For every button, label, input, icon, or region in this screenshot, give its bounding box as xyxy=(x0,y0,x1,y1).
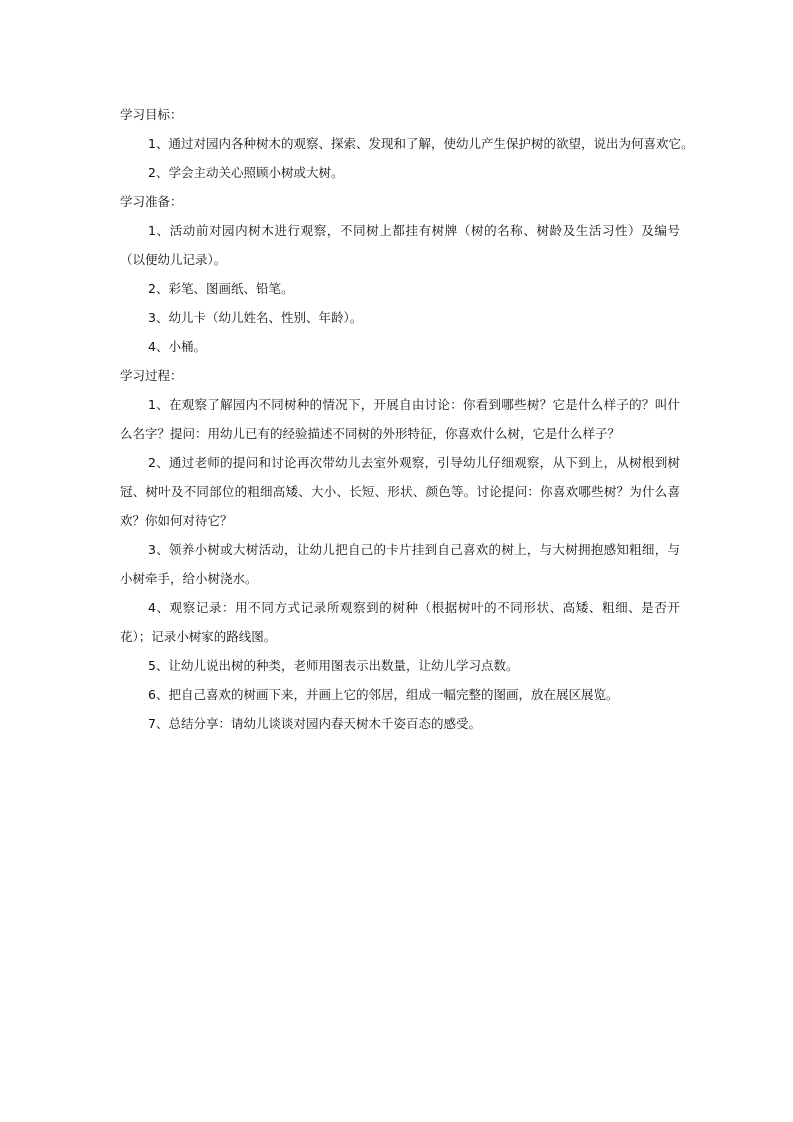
goal-item-2: 2、学会主动关心照顾小树或大树。 xyxy=(148,165,344,180)
preparation-item-1: 1、活动前对园内树木进行观察，不同树上都挂有树牌（树的名称、树龄及生活习性）及编号（以便幼儿记录）。 xyxy=(120,223,680,267)
process-item-7: 7、总结分享：请幼儿谈谈对园内春天树木千姿百态的感受。 xyxy=(148,716,481,731)
section-heading-preparation: 学习准备： xyxy=(120,194,183,209)
process-item-5: 5、让幼儿说出树的种类，老师用图表示出数量，让幼儿学习点数。 xyxy=(148,658,519,673)
goal-item-1: 1、通过对园内各种树木的观察、探索、发现和了解，使幼儿产生保护树的欲望，说出为何喜欢它。 xyxy=(148,136,694,151)
process-item-1: 1、在观察了解园内不同树种的情况下，开展自由讨论：你看到哪些树？它是什么样子的？叫什么名字？提问：用幼儿已有的经验描述不同树的外形特征，你喜欢什么树，它是什么样子？ xyxy=(120,397,680,441)
preparation-item-3: 3、幼儿卡（幼儿姓名、性别、年龄）。 xyxy=(148,310,363,325)
document-body xyxy=(120,100,694,738)
process-item-4: 4、观察记录：用不同方式记录所观察到的树种（根据树叶的不同形状、高矮、粗细、是否开花）；记录小树家的路线图。 xyxy=(120,600,680,644)
section-heading-goals: 学习目标： xyxy=(120,107,183,122)
process-item-2: 2、通过老师的提问和讨论再次带幼儿去室外观察，引导幼儿仔细观察，从下到上，从树根到树冠、树叶及不同部位的粗细高矮、大小、长短、形状、颜色等。讨论提问：你喜欢哪些树？为什么喜欢？你如何对待它？ xyxy=(120,455,680,528)
section-heading-process: 学习过程： xyxy=(120,368,183,383)
process-item-6: 6、把自己喜欢的树画下来，并画上它的邻居，组成一幅完整的图画，放在展区展览。 xyxy=(148,687,619,702)
preparation-item-2: 2、彩笔、图画纸、铅笔。 xyxy=(148,281,294,296)
preparation-item-4: 4、小桶。 xyxy=(148,339,206,354)
process-item-3: 3、领养小树或大树活动，让幼儿把自己的卡片挂到自己喜欢的树上，与大树拥抱感知粗细，与小树牵手，给小树浇水。 xyxy=(120,542,680,586)
